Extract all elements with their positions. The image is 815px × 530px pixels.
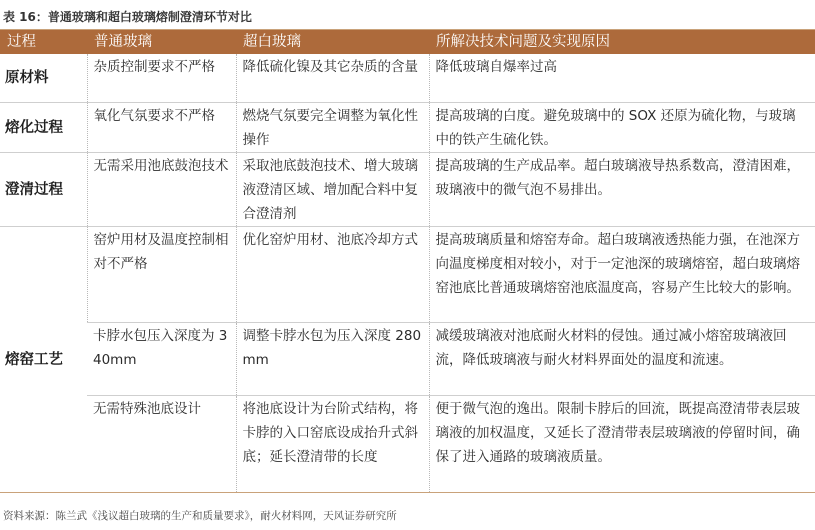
process-cell: 熔化过程	[0, 102, 87, 152]
table-row	[0, 54, 815, 102]
ultra-cell: 燃烧气氛要完全调整为氧化性操作	[236, 102, 429, 152]
reason-cell: 便于微气泡的逸出。限制卡脖后的回流，既提高澄清带表层玻璃液的加权温度，又延长了澄清带表层玻璃液的停留时间，确保了进入通路的玻璃液质量。	[429, 395, 815, 492]
ultra-cell: 将池底设计为台阶式结构，将卡脖的入口窑底设成抬升式斜底；延长澄清带的长度	[236, 395, 429, 492]
source-note: 资料来源：陈兰武《浅议超白玻璃的生产和质量要求》，耐火材料网，天风证券研究所	[3, 510, 397, 522]
reason-cell: 减缓玻璃液对池底耐火材料的侵蚀。通过减小熔窑玻璃液回流，降低玻璃液与耐火材料界面处的温度和流速。	[429, 322, 815, 395]
header-process: 过程	[0, 30, 87, 54]
ultra-cell: 优化窑炉用材、池底冷却方式	[236, 226, 429, 322]
table-row	[0, 152, 815, 226]
reason-cell: 提高玻璃质量和熔窑寿命。超白玻璃液透热能力强，在池深方向温度梯度相对较小，对于一定池深的玻璃熔窑，超白玻璃熔窑池底比普通玻璃熔窑池底温度高，容易产生比较大的影响。	[429, 226, 815, 322]
table-caption: 表 16：普通玻璃和超白玻璃熔制澄清环节对比	[3, 10, 252, 24]
header-ultra-white-glass: 超白玻璃	[236, 30, 429, 54]
ultra-cell: 采取池底鼓泡技术、增大玻璃液澄清区域、增加配合料中复合澄清剂	[236, 152, 429, 226]
process-cell-kiln: 熔窑工艺	[0, 226, 87, 492]
table-row	[0, 226, 815, 322]
table-header-row	[0, 30, 815, 54]
reason-cell: 降低玻璃自爆率过高	[429, 54, 815, 102]
normal-cell: 卡脖水包压入深度为 340mm	[87, 322, 236, 395]
header-normal-glass: 普通玻璃	[87, 30, 236, 54]
table-row	[0, 395, 815, 492]
process-cell: 原材料	[0, 54, 87, 102]
normal-cell: 氧化气氛要求不严格	[87, 102, 236, 152]
table-row	[0, 322, 815, 395]
normal-cell: 杂质控制要求不严格	[87, 54, 236, 102]
reason-cell: 提高玻璃的白度。避免玻璃中的 SOX 还原为硫化物，与玻璃中的铁产生硫化铁。	[429, 102, 815, 152]
normal-cell: 无需采用池底鼓泡技术	[87, 152, 236, 226]
header-reason: 所解决技术问题及实现原因	[429, 30, 815, 54]
reason-cell: 提高玻璃的生产成品率。超白玻璃液导热系数高，澄清困难，玻璃液中的微气泡不易排出。	[429, 152, 815, 226]
ultra-cell: 降低硫化镍及其它杂质的含量	[236, 54, 429, 102]
ultra-cell: 调整卡脖水包为压入深度 280mm	[236, 322, 429, 395]
normal-cell: 窑炉用材及温度控制相对不严格	[87, 226, 236, 322]
normal-cell: 无需特殊池底设计	[87, 395, 236, 492]
table-row	[0, 102, 815, 152]
process-cell: 澄清过程	[0, 152, 87, 226]
comparison-table	[0, 30, 815, 493]
